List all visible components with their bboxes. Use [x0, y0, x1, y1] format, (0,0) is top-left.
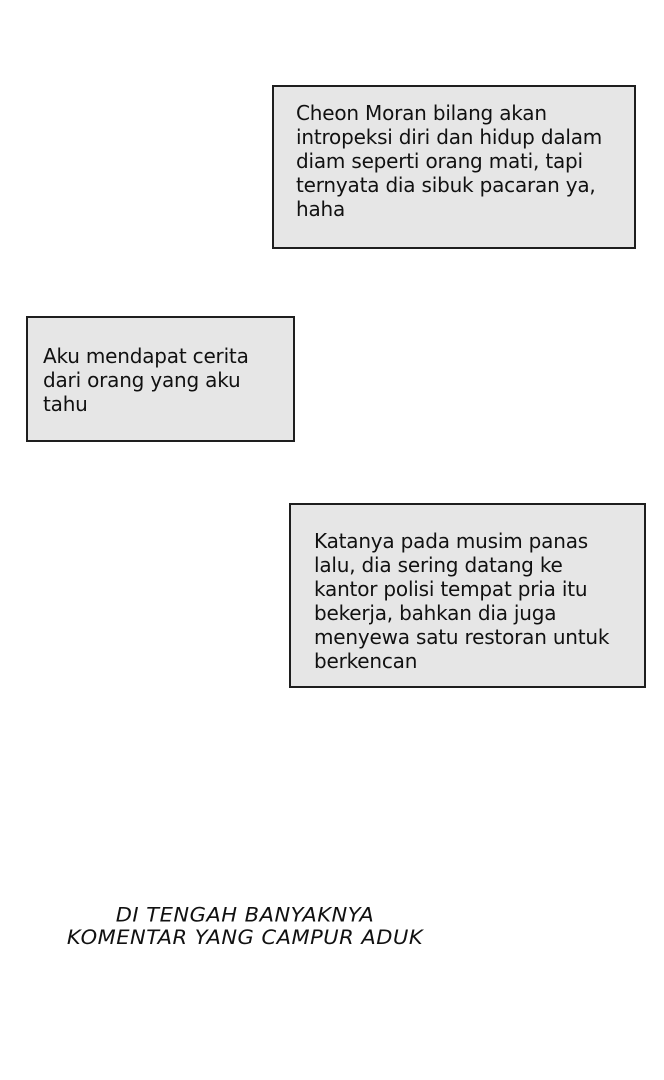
- narration-line-1: DI TENGAH BANYAKNYA: [115, 903, 375, 926]
- caption-box-1: Cheon Moran bilang akan intropeksi diri dan hidup dalam diam seperti orang mati, tapi ternyata dia sibuk pacaran ya, haha: [272, 85, 636, 249]
- caption-box-3: Katanya pada musim panas lalu, dia sering datang ke kantor polisi tempat pria itu bekerja, bahkan dia juga menyewa satu restoran untuk berkencan: [289, 503, 646, 688]
- caption-box-2: Aku mendapat cerita dari orang yang aku tahu: [26, 316, 295, 442]
- narration-text: [40, 903, 450, 949]
- narration-line-2: KOMENTAR YANG CAMPUR ADUK: [66, 926, 424, 949]
